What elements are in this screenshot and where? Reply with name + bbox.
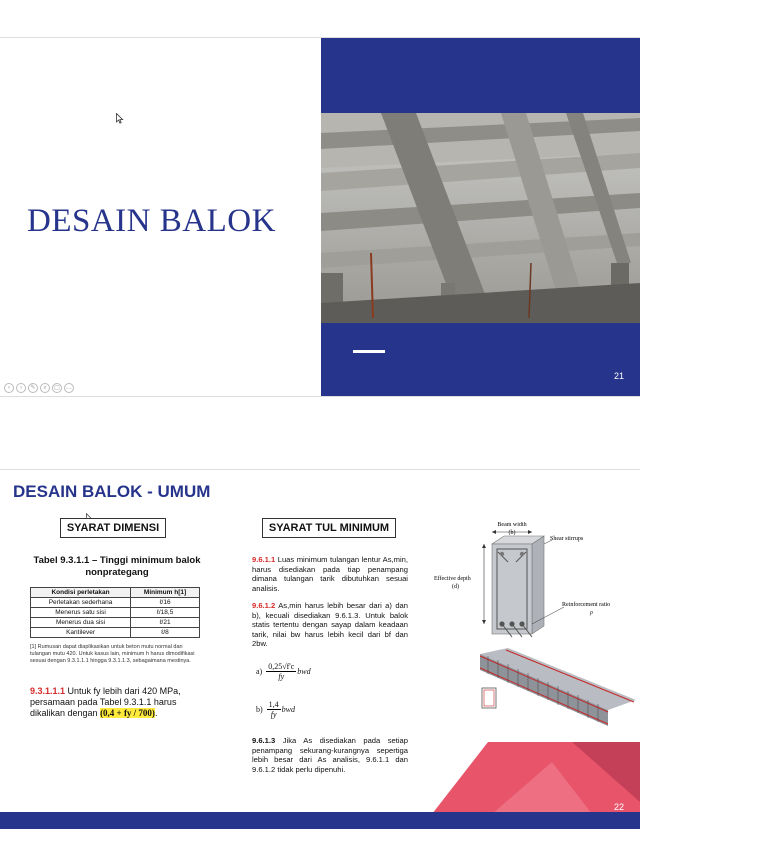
view-icon[interactable]: ▢ bbox=[52, 383, 62, 393]
table-row bbox=[31, 608, 200, 618]
clause-text: As,min harus lebih besar dari a) dan b), kecuali disediakan 9.6.1.3. Untuk balok statis tertentu dengan sayap dalam keadaan tarik, nilai bw harus lebih kecil dari bf dan 2bw. bbox=[252, 601, 408, 649]
clause-number: 9.3.1.1.1 bbox=[30, 686, 66, 696]
table-cell: Perletakan sederhana bbox=[31, 598, 131, 608]
clause-text: Luas minimum tulangan lentur As,min, harus disediakan pada tiap penampang dimana tulangan tarik dibutuhkan sesuai analisis. bbox=[252, 555, 408, 593]
formula-numerator: 1,4 bbox=[268, 700, 279, 709]
syarat-tul-minimum-header: SYARAT TUL MINIMUM bbox=[262, 518, 396, 538]
next-icon[interactable]: › bbox=[16, 383, 26, 393]
slideshow-controls bbox=[4, 383, 74, 393]
clause-text: Jika As disediakan pada setiap penampang sekurang-kurangnya sepertiga lebih besar dari As analisis, 9.6.1.1 dan 9.6.1.2 tidak perlu dipenuhi. bbox=[252, 736, 408, 774]
beam-width-label: Beam width bbox=[497, 522, 527, 528]
table-header-row bbox=[31, 588, 200, 598]
accent-line bbox=[353, 350, 385, 353]
effective-depth-label: Effective depth bbox=[434, 576, 471, 582]
table-footnote: [1] Rumusan dapat diaplikasikan untuk beton mutu normal dan tulangan mutu 420. Untuk kasus lain, minimum h harus dimodifikasi sesuai dengan 9.3.1.1.1 hingga 9.3.1.1.3, sebagaimana mestinya. bbox=[30, 644, 195, 664]
beam-width-symbol: (b) bbox=[508, 530, 516, 536]
table-cell: Menerus dua sisi bbox=[31, 618, 131, 628]
formula-b bbox=[256, 700, 295, 719]
clause-9-3-1-1-1 bbox=[30, 686, 202, 719]
table-cell: ℓ/18,5 bbox=[131, 608, 200, 618]
bottom-bar bbox=[0, 812, 640, 829]
formula-label: a) bbox=[256, 667, 263, 676]
slide-right-panel bbox=[321, 38, 640, 397]
table-cell: Menerus satu sisi bbox=[31, 608, 131, 618]
slide-title: DESAIN BALOK - UMUM bbox=[13, 482, 211, 501]
reinforcement-ratio-label: Reinforcement ratio bbox=[562, 602, 611, 608]
clause-text-end: . bbox=[154, 708, 158, 718]
syarat-dimensi-header: SYARAT DIMENSI bbox=[60, 518, 166, 538]
highlighted-factor: (0,4 + fy / 700) bbox=[100, 708, 155, 718]
formula-label: b) bbox=[256, 705, 263, 714]
clause-number: 9.6.1.3 bbox=[252, 736, 276, 745]
rebar-cage-image bbox=[478, 648, 638, 728]
table-row bbox=[31, 598, 200, 608]
slide-number: 22 bbox=[613, 802, 624, 812]
formula-suffix: bwd bbox=[297, 667, 311, 676]
table-caption: Tabel 9.3.1.1 – Tinggi minimum balok nonprategang bbox=[33, 555, 201, 578]
table-cell: ℓ/16 bbox=[131, 598, 200, 608]
mouse-cursor-icon bbox=[116, 111, 124, 129]
prev-icon[interactable]: ‹ bbox=[4, 383, 14, 393]
pen-icon[interactable]: ✎ bbox=[28, 383, 38, 393]
table-header-cell: Kondisi perletakan bbox=[31, 588, 131, 598]
effective-depth-symbol: (d) bbox=[452, 584, 459, 590]
slide-number: 21 bbox=[613, 371, 624, 381]
clause-9-6-1-1 bbox=[252, 555, 408, 593]
reinforcement-ratio-symbol: ρ bbox=[590, 610, 593, 616]
formula-suffix: bwd bbox=[281, 705, 296, 714]
formula-denominator: fy bbox=[270, 710, 277, 719]
clause-9-6-1-3 bbox=[252, 736, 408, 774]
zoom-icon[interactable]: ⌕ bbox=[40, 383, 50, 393]
table-cell: ℓ/21 bbox=[131, 618, 200, 628]
slide-21 bbox=[0, 37, 640, 397]
slide-22 bbox=[0, 469, 640, 829]
table-row bbox=[31, 628, 200, 638]
min-height-table bbox=[30, 587, 200, 638]
table-cell: Kantilever bbox=[31, 628, 131, 638]
table-header-cell: Minimum h[1] bbox=[131, 588, 200, 598]
formula-denominator: fy bbox=[278, 672, 285, 681]
table-cell: ℓ/8 bbox=[131, 628, 200, 638]
formula-numerator: 0,25√f'c bbox=[268, 662, 295, 671]
beam-section-diagram bbox=[432, 522, 632, 652]
table-row bbox=[31, 618, 200, 628]
slide-title: DESAIN BALOK bbox=[27, 203, 276, 239]
clause-text: Untuk fy lebih dari 420 MPa, persamaan pada Tabel 9.3.1.1 harus dikalikan dengan bbox=[30, 686, 181, 718]
decorative-triangles bbox=[432, 742, 640, 814]
building-beam-photo bbox=[321, 113, 640, 323]
more-icon[interactable]: … bbox=[66, 385, 72, 391]
formula-a bbox=[256, 662, 311, 681]
shear-stirrups-label: Shear stirrups bbox=[550, 536, 584, 542]
clause-number: 9.6.1.1 bbox=[252, 555, 276, 564]
clause-number: 9.6.1.2 bbox=[252, 601, 276, 610]
clause-9-6-1-2 bbox=[252, 601, 408, 649]
